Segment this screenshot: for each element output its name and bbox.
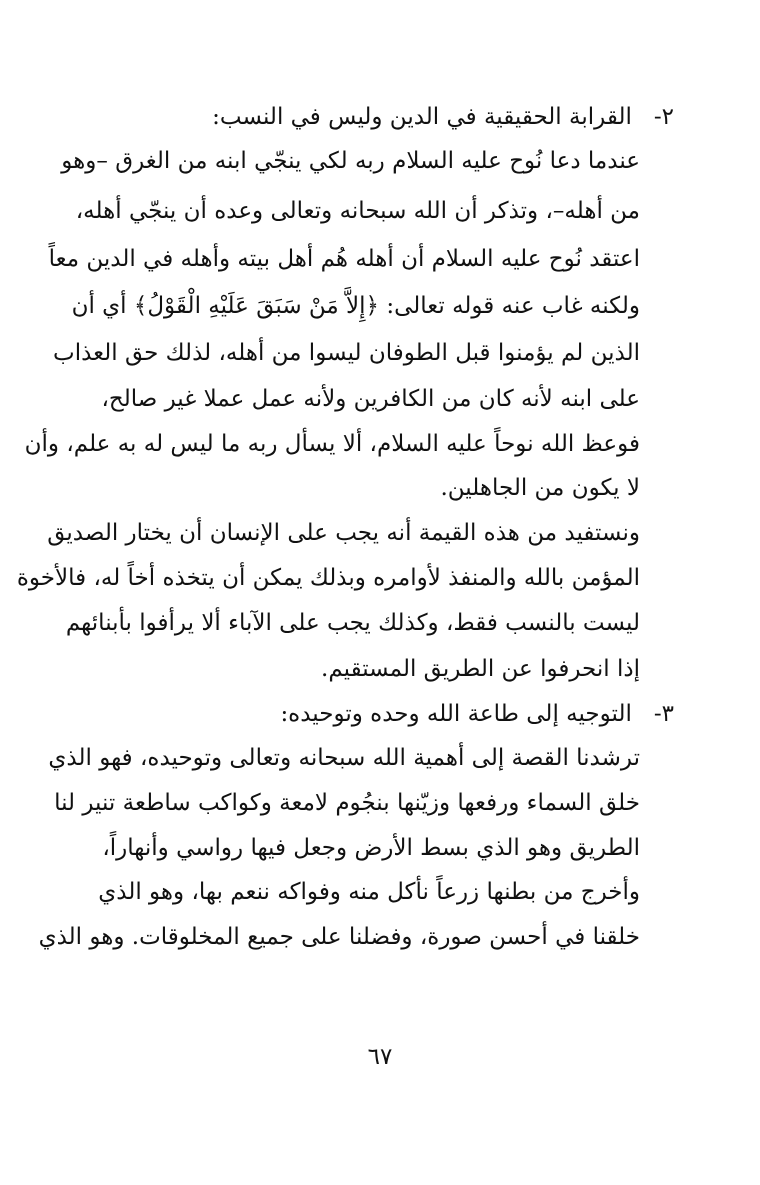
text-line: ترشدنا القصة إلى أهمية الله سبحانه وتعالى وتوحيده، فهو الذي — [48, 745, 640, 771]
section-3-number: ٣- — [653, 701, 674, 727]
text-line: لا يكون من الجاهلين. — [440, 475, 640, 501]
text-line: إذا انحرفوا عن الطريق المستقيم. — [321, 656, 640, 682]
text-line: عندما دعا نُوح عليه السلام ربه لكي ينجّي ابنه من الغرق –وهو — [61, 148, 640, 174]
text-line: وأخرج من بطنها زرعاً نأكل منه وفواكه ننعم بها، وهو الذي — [98, 879, 640, 905]
text-line: خلق السماء ورفعها وزيّنها بنجُوم لامعة وكواكب ساطعة تنير لنا — [54, 790, 640, 816]
text-line: خلقنا في أحسن صورة، وفضلنا على جميع المخلوقات. وهو الذي — [38, 924, 640, 950]
section-2-title: القرابة الحقيقية في الدين وليس في النسب: — [212, 104, 632, 130]
section-2-heading — [212, 102, 674, 132]
text-line-quran-verse: ولكنه غاب عنه قوله تعالى: ﴿إِلاَّ مَنْ سَبَقَ عَلَيْهِ الْقَوْلُ﴾ أي أن — [71, 293, 640, 319]
text-line: على ابنه لأنه كان من الكافرين ولأنه عمل عملا غير صالح، — [101, 386, 640, 412]
text-line: الطريق وهو الذي بسط الأرض وجعل فيها رواسي وأنهاراً، — [102, 835, 640, 861]
text-line: فوعظ الله نوحاً عليه السلام، ألا يسأل ربه ما ليس له به علم، وأن — [24, 431, 640, 457]
text-line: ونستفيد من هذه القيمة أنه يجب على الإنسان أن يختار الصديق — [47, 520, 640, 546]
section-2-number: ٢- — [653, 104, 674, 130]
text-line: من أهله–، وتذكر أن الله سبحانه وتعالى وعده أن ينجّي أهله، — [75, 198, 640, 224]
text-line: ليست بالنسب فقط، وكذلك يجب على الآباء ألا يرأفوا بأبنائهم — [65, 610, 640, 636]
text-line: الذين لم يؤمنوا قبل الطوفان ليسوا من أهله، لذلك حق العذاب — [53, 340, 640, 366]
section-3-heading — [280, 699, 674, 729]
section-3-title: التوجيه إلى طاعة الله وحده وتوحيده: — [280, 701, 632, 727]
text-line: اعتقد نُوح عليه السلام أن أهله هُم أهل بيته وأهله في الدين معاً — [48, 246, 640, 272]
page-number: ٦٧ — [367, 1044, 393, 1070]
text-line: المؤمن بالله والمنفذ لأوامره وبذلك يمكن أن يتخذه أخاً له، فالأخوة — [16, 565, 640, 591]
